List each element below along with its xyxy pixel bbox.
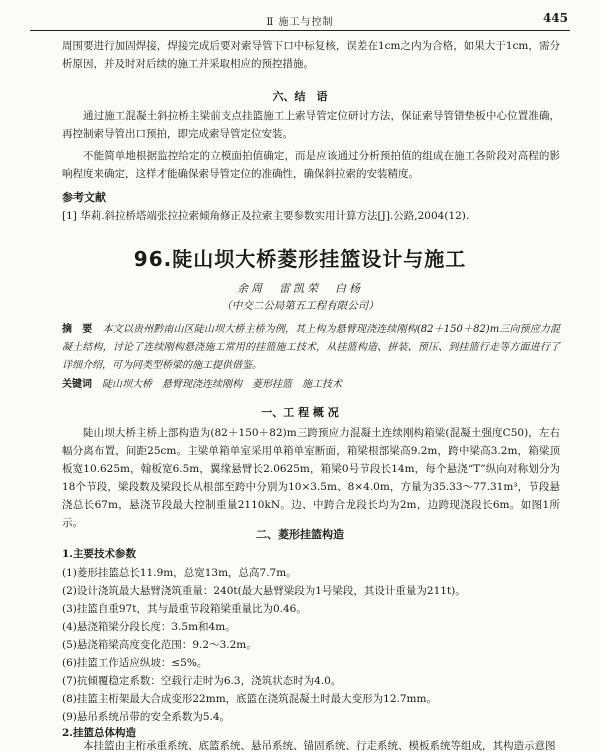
conclusion-paragraph-2: 不能简单地根据监控给定的立模面拍值确定，而是应该通过分析预拍值的组成在施工各阶段对高程的影响程度来确定，这样才能确保索导管定位的准确性，确保斜拉索的安装精度。 (62, 150, 560, 180)
abstract (62, 321, 560, 375)
running-header-title: Ⅱ 施工与控制 (266, 17, 334, 28)
param-item: (7)抗倾覆稳定系数：空载行走时为6.3，浇筑状态时为4.0。 (62, 675, 342, 687)
article-affiliation: （中交二公局第五工程有限公司） (221, 300, 379, 312)
conclusion-heading: 六、结 语 (272, 90, 328, 103)
article-authors: 余周 雷凯荣 白杨 (237, 282, 363, 295)
keywords-text: 陡山坝大桥 悬臂现浇连续刚构 菱形挂篮 施工技术 (102, 379, 342, 390)
overall-structure-paragraph: 本挂篮由主桁承重系统、底篮系统、悬吊系统、锚固系统、行走系统、模板系统等组成，其构造示意图 (83, 740, 556, 752)
param-item: (4)悬浇箱梁分段长度：3.5m和4m。 (62, 621, 236, 633)
param-item: (8)挂篮主桁架最大合成变形22mm，底篮在浇筑混凝土时最大变形为12.7mm。 (62, 693, 437, 705)
section1-heading: 一、工 程 概 况 (261, 406, 339, 419)
subsection-overall-structure: 2.挂篮总体构造 (62, 727, 136, 739)
param-item: (9)悬吊系统吊带的安全系数为5.4。 (62, 711, 231, 723)
abstract-text: 本文以贵州黔南山区陡山坝大桥主桥为例，其上构为悬臂现浇连续刚构(82＋150＋82)m三向预应力混凝土结构，讨论了连续刚构悬浇施工常用的挂篮施工技术，从挂篮构造、拼装、预压、到挂篮行走等方面进行了详细介绍，可为同类型桥梁的施工提供借鉴。 (62, 324, 561, 371)
subsection-technical-params: 1.主要技术参数 (62, 548, 136, 560)
section1-paragraph: 陡山坝大桥主桥上部构造为(82＋150＋82)m三跨预应力混凝土连续刚构箱梁(混凝土强度C50)，左右幅分离布置，间距25cm。主梁单箱单室采用单箱单室断面，箱梁根部梁高9.2m，跨中梁高3.2m，箱梁顶板宽10.625m，翰板宽6.5m，翼缘悬臂长2.0625m，箱梁0号节段长14m，每个悬浇“T”纵向对称划分为18个节段，梁段数及梁段长从根部至跨中分别为10×3.5m、8×4.0m，方量为35.33～77.31m³，节段悬浇总长67m，悬浇节段最大控制重量2110kN。边、中跨合龙段长均为2m，边跨现浇段长6m。如图1所示。 (62, 427, 560, 529)
param-item: (6)挂篮工作适应纵坡：≤5%。 (62, 657, 208, 669)
param-item: (2)设计浇筑最大悬臂浇筑重量：240t(最大悬臂梁段为1号梁段，其设计重量为211t)。 (62, 585, 466, 597)
abstract-label: 摘 要 (62, 324, 93, 335)
section2-heading: 二、菱形挂篮构造 (256, 528, 344, 541)
article-title: 96.陡山坝大桥菱形挂篮设计与施工 (133, 247, 467, 271)
param-item: (5)悬浇箱梁高度变化范围：9.2～3.2m。 (62, 639, 257, 651)
keywords (62, 375, 560, 390)
param-item: (1)菱形挂篮总长11.9m，总宽13m，总高7.7m。 (62, 567, 297, 579)
reference-item: [1] 华莉.斜拉桥塔端张拉拉索倾角修正及拉索主要参数实用计算方法[J].公路,2004(12). (62, 210, 470, 222)
page-number: 445 (542, 11, 568, 25)
intro-paragraph: 周围要进行加固焊接，焊接完成后要对索导管下口中标复核，误差在1cm之内为合格，如果大于1cm，需分析原因，并及时对后续的施工并采取相应的预控措施。 (62, 40, 560, 70)
keywords-label: 关键词 (62, 379, 92, 390)
running-header (30, 10, 570, 31)
param-item: (3)挂篮自重97t，其与最重节段箱梁重量比为0.46。 (62, 603, 307, 615)
conclusion-paragraph-1: 通过施工混凝土斜拉桥主梁前支点挂篮施工上索导管定位研讨方法，保证索导管错垫板中心位置准确，再控制索导管出口预拍，即完成索导管定位安装。 (62, 110, 560, 140)
references-heading: 参考文献 (62, 191, 106, 204)
